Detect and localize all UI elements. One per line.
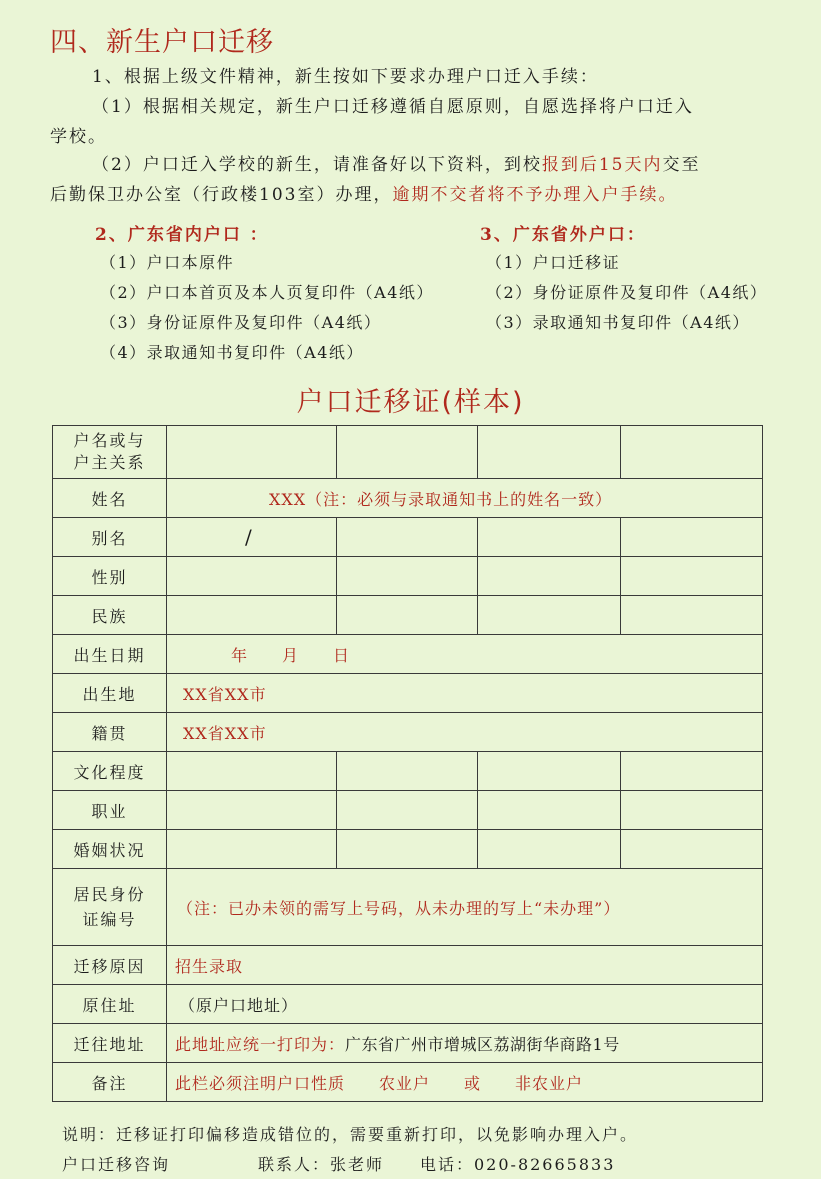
form-row-birthplace: [53, 674, 763, 713]
idno-label-line2: 证编号: [82, 910, 137, 929]
occupation-cell-2: [337, 791, 478, 830]
idno-label-line1: 居民身份: [73, 885, 146, 904]
birthplace-value: XX省XX市: [167, 674, 763, 713]
intro-p2-line1: [92, 150, 700, 175]
guangdong-in-item: （3）身份证原件及复印件（A4纸）: [100, 313, 382, 332]
form-row-education: [53, 752, 763, 791]
name-value: XXX（注：必须与录取通知书上的姓名一致）: [167, 479, 763, 518]
form-row-occupation: [53, 791, 763, 830]
alias-cell-2: [337, 518, 478, 557]
dest-label: 迁往地址: [53, 1024, 167, 1063]
birthdate-label: 出生日期: [53, 635, 167, 674]
section-title: 四、新生户口迁移: [50, 27, 274, 58]
remark-label: 备注: [53, 1063, 167, 1102]
form-row-name: [53, 479, 763, 518]
birthplace-label: 出生地: [53, 674, 167, 713]
guangdong-out-item: （2）身份证原件及复印件（A4纸）: [486, 283, 768, 302]
ethnicity-cell-4: [621, 596, 763, 635]
marital-label: 婚姻状况: [53, 830, 167, 869]
intro-p2-line2: [50, 180, 677, 205]
gender-label: 性别: [53, 557, 167, 596]
intro-p1-line1: （1）根据相关规定，新生户口迁移遵循自愿原则，自愿选择将户口迁入: [92, 97, 694, 117]
form-row-dest: [53, 1024, 763, 1063]
birthdate-value: 年 月 日: [167, 635, 763, 674]
dest-value: [167, 1024, 763, 1063]
idno-value: （注：已办未领的需写上号码，从未办理的写上“未办理”）: [167, 869, 763, 946]
education-cell-1: [167, 752, 337, 791]
alias-cell-4: [621, 518, 763, 557]
gender-cell-2: [337, 557, 478, 596]
intro-line: 1、根据上级文件精神，新生按如下要求办理户口迁入手续：: [92, 67, 599, 87]
marital-cell-4: [621, 830, 763, 869]
guangdong-out-item: （1）户口迁移证: [486, 253, 621, 272]
guangdong-out-title: 3、广东省外户口：: [480, 225, 646, 245]
marital-cell-3: [478, 830, 621, 869]
occupation-cell-4: [621, 791, 763, 830]
office-text: 后勤保卫办公室（行政楼103室）办理，: [50, 185, 393, 205]
form-row-origin: [53, 985, 763, 1024]
ethnicity-cell-2: [337, 596, 478, 635]
footer-note: 说明：迁移证打印偏移造成错位的，需要重新打印，以免影响办理入户。: [62, 1125, 639, 1144]
deadline-text: 报到后15天内: [541, 155, 663, 175]
form-row-native: [53, 713, 763, 752]
name-label: 姓名: [53, 479, 167, 518]
migration-form-table: [52, 425, 763, 1102]
form-row-birthdate: [53, 635, 763, 674]
form-row-gender: [53, 557, 763, 596]
native-value: XX省XX市: [167, 713, 763, 752]
dest-address: 广东省广州市增城区荔湖街华商路1号: [345, 1034, 620, 1054]
relation-cell-1: [167, 426, 337, 479]
alias-cell-3: [478, 518, 621, 557]
relation-cell-3: [478, 426, 621, 479]
warning-text: 逾期不交者将不予办理入户手续。: [392, 185, 678, 205]
form-row-relation: [53, 426, 763, 479]
dest-note: 此地址应统一打印为：: [175, 1034, 346, 1054]
gender-cell-1: [167, 557, 337, 596]
intro-p1-line2: 学校。: [50, 127, 107, 147]
relation-cell-2: [337, 426, 478, 479]
relation-label-line2: 户主关系: [73, 453, 146, 472]
intro-p2-text-end: 交至: [662, 155, 701, 175]
alias-label: 别名: [53, 518, 167, 557]
origin-label: 原住址: [53, 985, 167, 1024]
form-row-reason: [53, 946, 763, 985]
footer-consult: 户口迁移咨询: [62, 1155, 171, 1174]
education-cell-4: [621, 752, 763, 791]
form-row-marital: [53, 830, 763, 869]
alias-value: /: [167, 518, 337, 557]
education-cell-2: [337, 752, 478, 791]
occupation-cell-3: [478, 791, 621, 830]
idno-label: [53, 869, 167, 946]
form-title: 户口迁移证(样本): [296, 387, 525, 418]
ethnicity-cell-3: [478, 596, 621, 635]
ethnicity-label: 民族: [53, 596, 167, 635]
form-row-ethnicity: [53, 596, 763, 635]
marital-cell-2: [337, 830, 478, 869]
footer-phone: 电话：020-82665833: [420, 1155, 616, 1174]
guangdong-in-item: （2）户口本首页及本人页复印件（A4纸）: [100, 283, 434, 302]
education-label: 文化程度: [53, 752, 167, 791]
guangdong-out-item: （3）录取通知书复印件（A4纸）: [486, 313, 750, 332]
form-row-remark: [53, 1063, 763, 1102]
footer-contact: 联系人：张老师: [258, 1155, 385, 1174]
remark-value: 此栏必须注明户口性质 农业户 或 非农业户: [167, 1063, 763, 1102]
gender-cell-4: [621, 557, 763, 596]
gender-cell-3: [478, 557, 621, 596]
native-label: 籍贯: [53, 713, 167, 752]
intro-p2-text: （2）户口迁入学校的新生，请准备好以下资料，到校: [92, 155, 542, 175]
relation-label-line1: 户名或与: [73, 431, 146, 450]
form-row-alias: [53, 518, 763, 557]
origin-value: （原户口地址）: [167, 985, 763, 1024]
relation-label: [53, 426, 167, 479]
guangdong-in-title: 2、广东省内户口 ：: [95, 225, 269, 245]
guangdong-in-item: （4）录取通知书复印件（A4纸）: [100, 343, 364, 362]
education-cell-3: [478, 752, 621, 791]
guangdong-in-item: （1）户口本原件: [100, 253, 235, 272]
occupation-label: 职业: [53, 791, 167, 830]
ethnicity-cell-1: [167, 596, 337, 635]
relation-cell-4: [621, 426, 763, 479]
reason-label: 迁移原因: [53, 946, 167, 985]
marital-cell-1: [167, 830, 337, 869]
occupation-cell-1: [167, 791, 337, 830]
reason-value: 招生录取: [167, 946, 763, 985]
form-row-idno: [53, 869, 763, 946]
